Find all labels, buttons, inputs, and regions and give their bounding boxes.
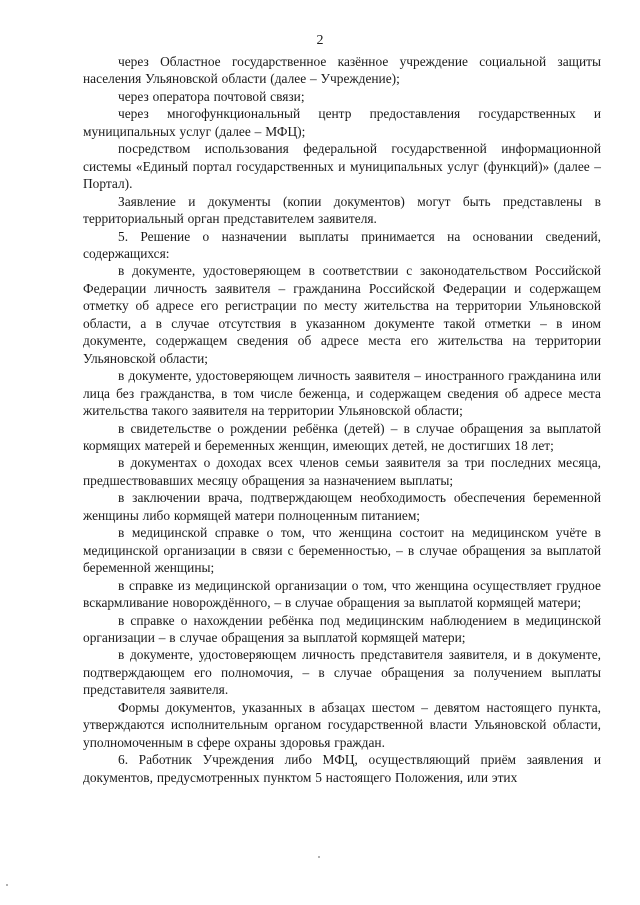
- paragraph: 6. Работник Учреждения либо МФЦ, осуществляющий приём заявления и документов, предусмотренных пунктом 5 настоящего Положения, или этих: [83, 752, 601, 785]
- paragraph: Формы документов, указанных в абзацах шестом – девятом настоящего пункта, утверждаются исполнительным органом государственной власти Ульяновской области, уполномоченным в сфере охраны здоровья граждан.: [83, 699, 601, 750]
- page-number: 2: [316, 33, 324, 48]
- scan-speck: [6, 884, 8, 886]
- paragraph: в документе, удостоверяющем личность заявителя – иностранного гражданина или лица без гражданства, в том числе беженца, и содержащем сведения об адресе места жительства такого заявителя на территории Ульяновской области;: [83, 368, 601, 419]
- paragraph: в справке о нахождении ребёнка под медицинским наблюдением в медицинской организации – в случае обращения за выплатой кормящей матери;: [83, 612, 601, 645]
- paragraph: 5. Решение о назначении выплаты принимается на основании сведений, содержащихся:: [83, 228, 601, 261]
- paragraph: посредством использования федеральной государственной информационной системы «Единый портал государственных и муниципальных услуг (функций)» (далее – Портал).: [83, 141, 601, 192]
- paragraph: через многофункциональный центр предоставления государственных и муниципальных услуг (далее – МФЦ);: [83, 106, 601, 139]
- paragraph: в документе, удостоверяющем в соответствии с законодательством Российской Федерации личность заявителя – гражданина Российской Федерации и содержащем отметку об адресе его регистрации по месту жительства на территории Ульяновской области, а в случае отсутствия в указанном документе такой отметки – в ином документе, содержащем сведения об адресе места его жительства на территории Ульяновской области;: [83, 263, 601, 366]
- paragraph: в заключении врача, подтверждающем необходимость обеспечения беременной женщины либо кормящей матери полноценным питанием;: [83, 490, 601, 523]
- document-body: [83, 53, 601, 786]
- paragraph: через Областное государственное казённое учреждение социальной защиты населения Ульяновской области (далее – Учреждение);: [83, 54, 601, 87]
- paragraph: Заявление и документы (копии документов) могут быть представлены в территориальный орган представителем заявителя.: [83, 193, 601, 227]
- paragraph: в медицинской справке о том, что женщина состоит на медицинском учёте в медицинской организации в связи с беременностью, – в случае обращения за выплатой беременной женщины;: [83, 525, 601, 576]
- paragraph: в документах о доходах всех членов семьи заявителя за три последних месяца, предшествовавших месяцу обращения за назначением выплаты;: [83, 455, 601, 488]
- paragraph: в справке из медицинской организации о том, что женщина осуществляет грудное вскармливание новорождённого, – в случае обращения за выплатой кормящей матери;: [83, 577, 601, 611]
- paragraph: через оператора почтовой связи;: [118, 88, 305, 104]
- paragraph: в документе, удостоверяющем личность представителя заявителя, и в документе, подтверждающем его полномочия, – в случае обращения за получением выплаты представителя заявителя.: [83, 647, 601, 698]
- scan-speck: [318, 856, 320, 858]
- paragraph: в свидетельстве о рождении ребёнка (детей) – в случае обращения за выплатой кормящих матерей и беременных женщин, имеющих детей, не достигших 18 лет;: [83, 420, 601, 453]
